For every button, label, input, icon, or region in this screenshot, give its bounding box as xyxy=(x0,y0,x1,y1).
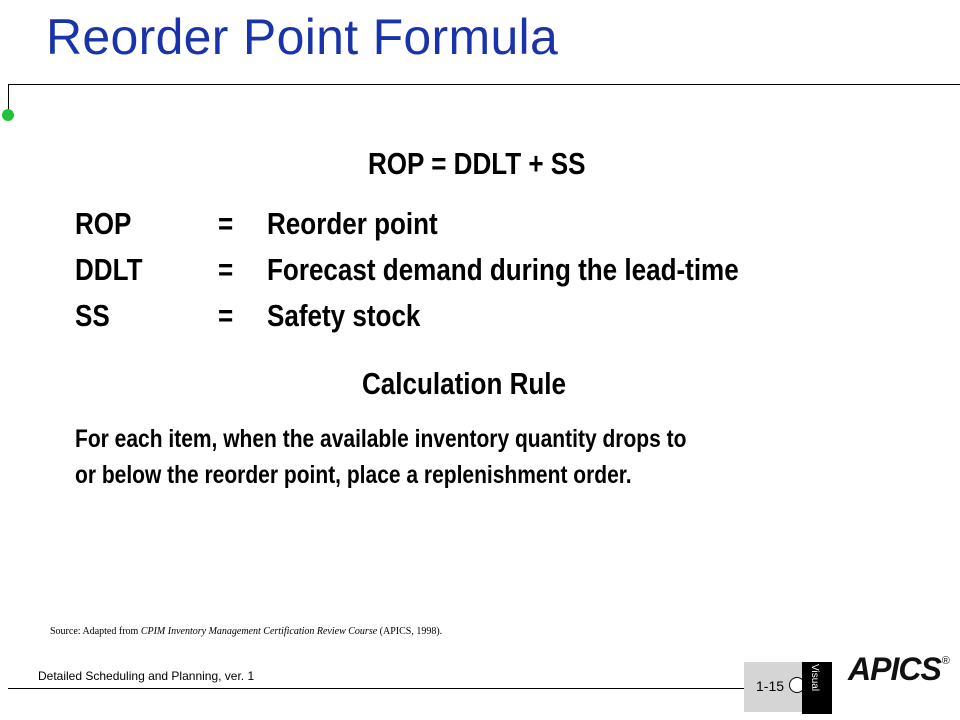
registered-mark: ® xyxy=(941,655,949,667)
rule-heading: Calculation Rule xyxy=(362,366,567,401)
apics-logo xyxy=(848,651,949,688)
rule-text-line: For each item, when the available inventory quantity drops to xyxy=(75,425,687,453)
source-citation xyxy=(50,626,442,637)
footer-course: Detailed Scheduling and Planning, ver. 1 xyxy=(38,669,255,683)
slide-number: 1-15 xyxy=(756,678,785,694)
source-suffix: (APICS, 1998). xyxy=(377,626,443,637)
source-title: CPIM Inventory Management Certification Review Course xyxy=(140,626,378,637)
definition-description: Safety stock xyxy=(267,298,421,333)
definition-equals: = xyxy=(218,298,234,333)
definition-equals: = xyxy=(218,206,234,241)
footer-divider xyxy=(8,688,800,689)
logo-text: APICS xyxy=(848,651,941,687)
definition-term: DDLT xyxy=(75,252,143,287)
definition-description: Forecast demand during the lead-time xyxy=(267,252,739,287)
definition-description: Reorder point xyxy=(267,206,438,241)
visual-label: Visual xyxy=(809,664,820,692)
rule-text-line: or below the reorder point, place a replenishment order. xyxy=(75,461,632,489)
source-prefix: Source: Adapted from xyxy=(50,626,141,637)
definition-term: ROP xyxy=(75,206,132,241)
definition-term: SS xyxy=(75,298,110,333)
slide-title: Reorder Point Formula xyxy=(46,9,559,65)
definition-equals: = xyxy=(218,252,234,287)
formula: ROP = DDLT + SS xyxy=(368,146,586,181)
title-divider xyxy=(8,84,960,85)
bullet-dot-icon xyxy=(2,109,14,121)
